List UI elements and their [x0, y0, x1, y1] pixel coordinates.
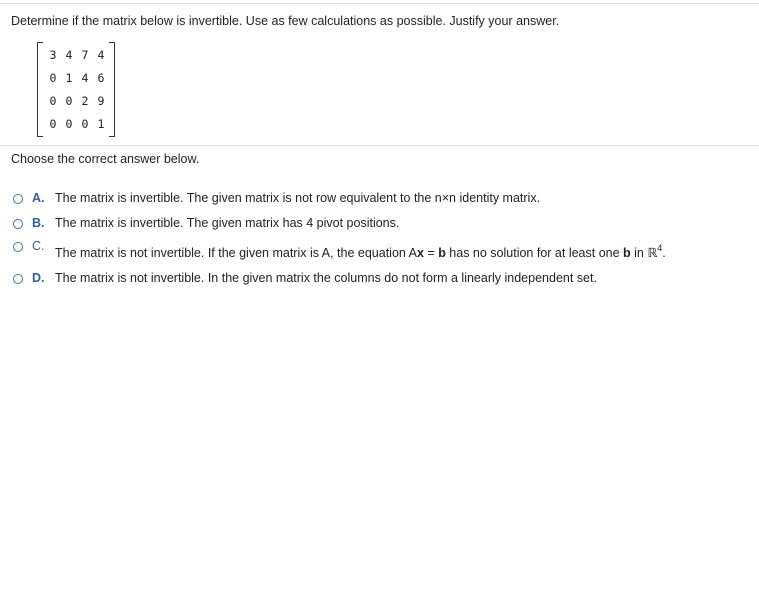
option-c-text-pre: The matrix is not invertible. If the given matrix is A, the equation A — [55, 246, 417, 260]
top-divider — [0, 3, 759, 4]
matrix-right-bracket — [109, 42, 115, 137]
matrix-cell: 0 — [81, 117, 89, 131]
matrix-cell: 7 — [81, 48, 89, 62]
question-text: Determine if the matrix below is invertible. Use as few calculations as possible. Justify your answer. — [11, 14, 560, 28]
matrix-row-3 — [47, 94, 107, 110]
matrix-cell: 9 — [97, 94, 105, 108]
option-c-equals: = — [423, 246, 439, 260]
matrix-row-2 — [47, 71, 107, 87]
option-c-real-space: ℝ — [647, 246, 658, 260]
matrix-row-4 — [47, 117, 107, 133]
radio-button-b[interactable] — [13, 219, 23, 229]
matrix-cell: 3 — [49, 48, 57, 62]
matrix-row-1 — [47, 48, 107, 64]
matrix-cell: 0 — [49, 117, 57, 131]
radio-button-d[interactable] — [13, 274, 23, 284]
option-c-text-mid: has no solution for at least one — [445, 246, 624, 260]
matrix-cell: 2 — [81, 94, 89, 108]
matrix-cell: 4 — [97, 48, 105, 62]
matrix-cell: 4 — [65, 48, 73, 62]
matrix-cell: 0 — [49, 71, 57, 85]
option-text-a: The matrix is invertible. The given matrix is not row equivalent to the n×n identity matrix. — [55, 191, 541, 205]
radio-button-c[interactable] — [13, 242, 23, 252]
option-text-c — [55, 245, 666, 260]
matrix-cell: 0 — [65, 94, 73, 108]
instruction-text: Choose the correct answer below. — [11, 152, 200, 166]
option-letter-a: A. — [32, 191, 45, 205]
matrix-left-bracket — [37, 42, 43, 137]
matrix-cell: 0 — [49, 94, 57, 108]
option-c-text-in: in — [630, 246, 648, 260]
option-c-vector-b2: b — [623, 246, 631, 260]
option-c-exponent: 4 — [657, 243, 663, 253]
option-c-period: . — [662, 246, 666, 260]
option-letter-c: C. — [32, 239, 45, 253]
matrix — [37, 42, 115, 137]
matrix-cell: 4 — [81, 71, 89, 85]
option-c-vector-x: x — [416, 246, 424, 260]
section-divider — [0, 145, 759, 146]
option-text-d: The matrix is not invertible. In the given matrix the columns do not form a linearly independent set. — [55, 271, 597, 285]
option-letter-b: B. — [32, 216, 45, 230]
option-text-b: The matrix is invertible. The given matrix has 4 pivot positions. — [55, 216, 400, 230]
radio-button-a[interactable] — [13, 194, 23, 204]
matrix-cell: 6 — [97, 71, 105, 85]
matrix-cell: 0 — [65, 117, 73, 131]
option-c-vector-b: b — [438, 246, 446, 260]
matrix-cell: 1 — [65, 71, 73, 85]
option-letter-d: D. — [32, 271, 45, 285]
matrix-cell: 1 — [97, 117, 105, 131]
